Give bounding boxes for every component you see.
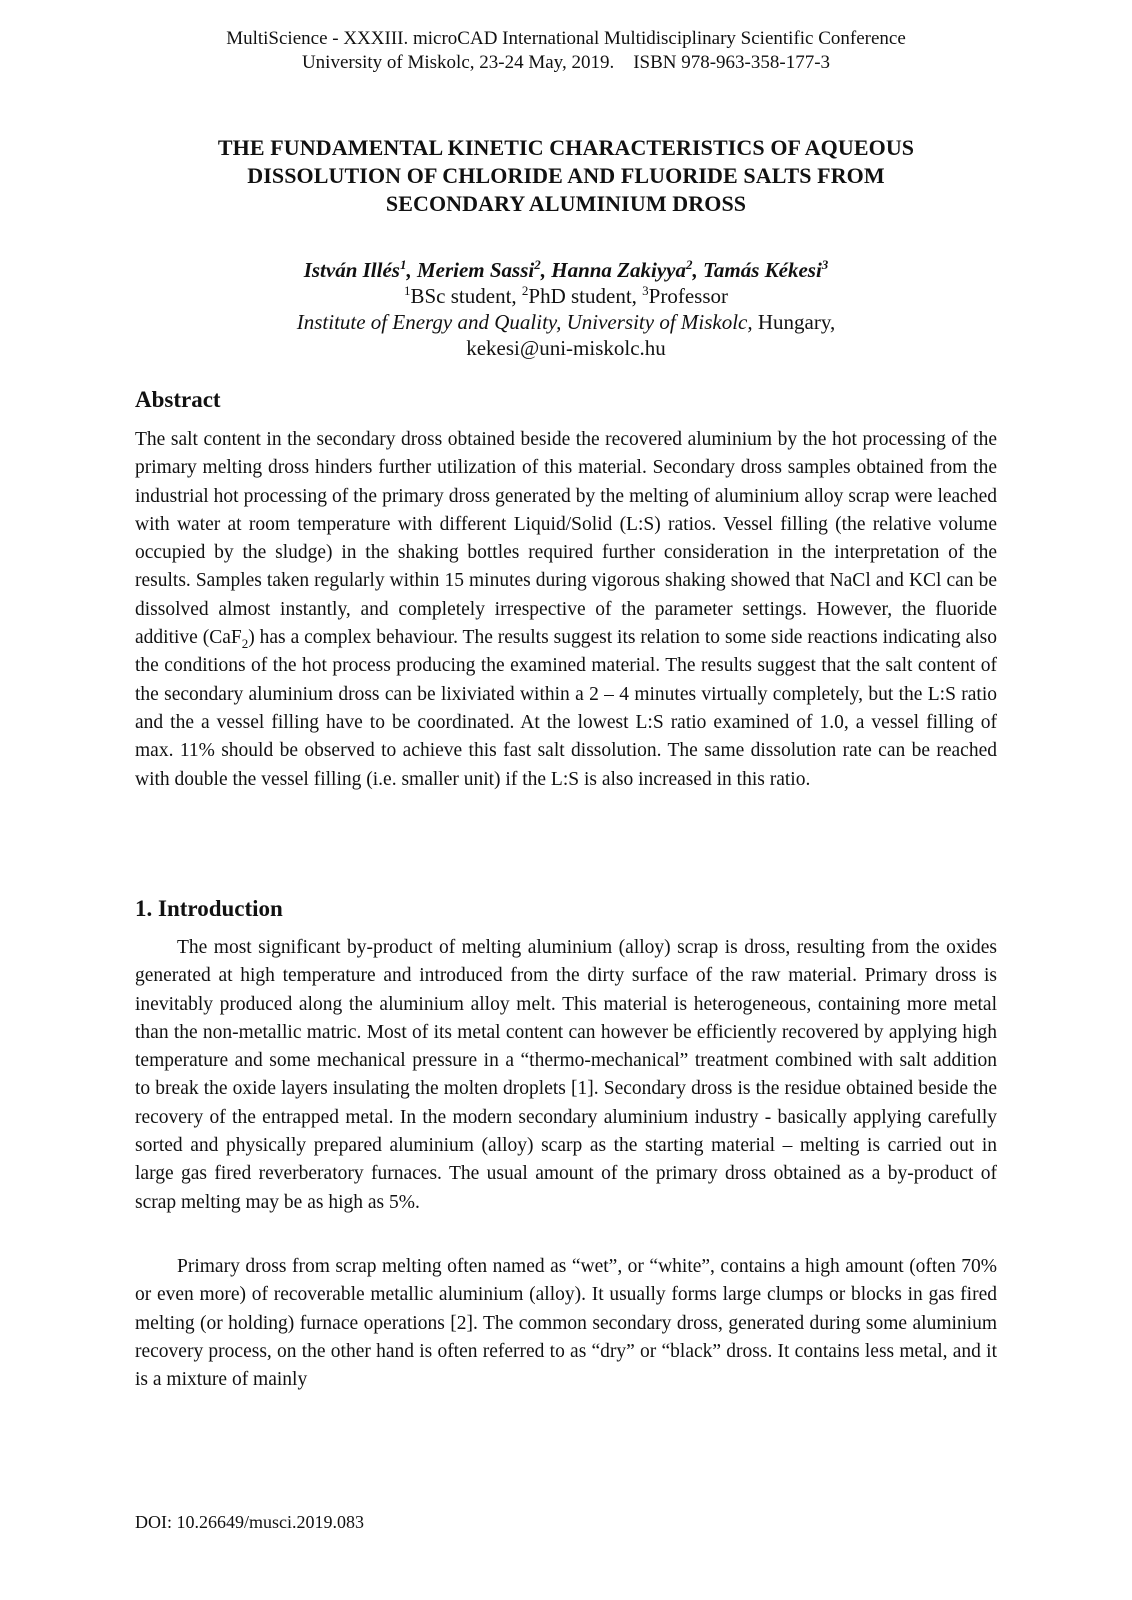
author-institution — [0, 309, 1132, 335]
conference-venue-isbn: University of Miskolc, 23-24 May, 2019. ISBN 978-963-358-177-3 — [301, 52, 831, 73]
author-affiliation-mark: 2 — [685, 257, 693, 272]
role-mark: 3 — [642, 283, 649, 298]
abstract-heading: Abstract — [135, 387, 221, 412]
title-line: SECONDARY ALUMINIUM DROSS — [385, 191, 747, 216]
author-block — [0, 257, 1132, 361]
author-role: PhD student, — [528, 284, 637, 308]
author-names: István Illés$^1$, Meriem Sassi$^2$, Hanna Zakiyya$^2$, Tamás Kékesi$^3$ — [303, 257, 829, 282]
introduction-paragraph: The most significant by-product of melting aluminium (alloy) scrap is dross, resulting from the oxides generated at high temperature and introduced from the dirty surface of the raw material. Primary dross is inevitably produced along the aluminium alloy melt. This material is heterogeneous, containing more metal than the non-metallic matric. Most of its metal content can however be efficiently recovered by applying high temperature and some mechanical pressure in a “thermo-mechanical” treatment combined with salt addition to break the oxide layers insulating the molten droplets [1]. Secondary dross is the residue obtained beside the recovery of the entrapped metal. In the modern secondary aluminium industry - basically applying carefully sorted and physically prepared aluminium (alloy) scarp as the starting material – melting is carried out in large gas fired reverberatory furnaces. The usual amount of the primary dross obtained as a by-product of scrap melting may be as high as 5%. — [135, 937, 997, 1213]
author-email: kekesi@uni-miskolc.hu — [466, 336, 666, 360]
subscript: 2 — [241, 635, 249, 651]
author-name: István Illés — [303, 258, 400, 282]
author-role: Professor — [648, 284, 728, 308]
institute-country: Hungary, — [757, 310, 836, 334]
author-affiliation-mark: 3 — [821, 257, 829, 272]
author-affiliation-mark: 1 — [399, 257, 407, 272]
role-mark: 2 — [521, 283, 529, 298]
author-name: Tamás Kékesi — [702, 258, 822, 282]
author-name: Meriem Sassi — [416, 258, 535, 282]
role-mark: 1 — [403, 283, 411, 298]
abstract-text — [135, 426, 997, 794]
title-line: DISSOLUTION OF CHLORIDE AND FLUORIDE SALTS FROM — [247, 163, 885, 188]
introduction-heading: 1. Introduction — [135, 896, 283, 921]
title-line: THE FUNDAMENTAL KINETIC CHARACTERISTICS OF AQUEOUS — [217, 135, 915, 160]
institute-name: Institute of Energy and Quality, University of Miskolc, — [296, 310, 753, 334]
author-affiliation-mark: 2 — [534, 257, 541, 272]
abstract-text-part: The salt content in the secondary dross obtained beside the recovered aluminium by the hot processing of the primary melting dross hinders further utilization of this material. Secondary dross samples obtained from the industrial hot processing of the primary dross generated by the melting of aluminium alloy scrap were leached with water at room temperature with different Liquid/Solid (L:S) ratios. Vessel filling (the relative volume occupied by the sludge) in the shaking bottles required further consideration in the interpretation of the results. Samples taken regularly within 15 minutes during vigorous shaking showed that NaCl and KCl can be dissolved almost instantly, and completely irrespective of the parameter settings. However, the fluoride additive (CaF — [135, 429, 997, 649]
paper-title — [0, 134, 1132, 218]
doi-footer: DOI: 10.26649/musci.2019.083 — [135, 1512, 364, 1532]
author-role: BSc student, — [410, 284, 517, 308]
abstract-text-part: ) has a complex behaviour. The results suggest its relation to some side reactions indicating also the conditions of the hot process producing the examined material. The results suggest that the salt content of the secondary aluminium dross can be lixiviated within a 2 – 4 minutes virtually completely, but the L:S ratio and the a vessel filling have to be coordinated. At the lowest L:S ratio examined of 1.0, a vessel filling of max. 11% should be observed to achieve this fast salt dissolution. The same dissolution rate can be reached with double the vessel filling (i.e. smaller unit) if the L:S is also increased in this ratio. — [135, 627, 997, 790]
conference-name: MultiScience - XXXIII. microCAD International Multidisciplinary Scientific Conference — [226, 28, 906, 49]
author-roles — [0, 283, 1132, 309]
conference-header — [0, 27, 1132, 75]
author-name: Hanna Zakiyya — [551, 258, 686, 282]
introduction-paragraph: Primary dross from scrap melting often named as “wet”, or “white”, contains a high amount (often 70% or even more) of recoverable metallic aluminium (alloy). It usually forms large clumps or blocks in gas fired melting (or holding) furnace operations [2]. The common secondary dross, generated during some aluminium recovery process, on the other hand is often referred to as “dry” or “black” dross. It contains less metal, and it is a mixture of mainly — [135, 1256, 997, 1391]
